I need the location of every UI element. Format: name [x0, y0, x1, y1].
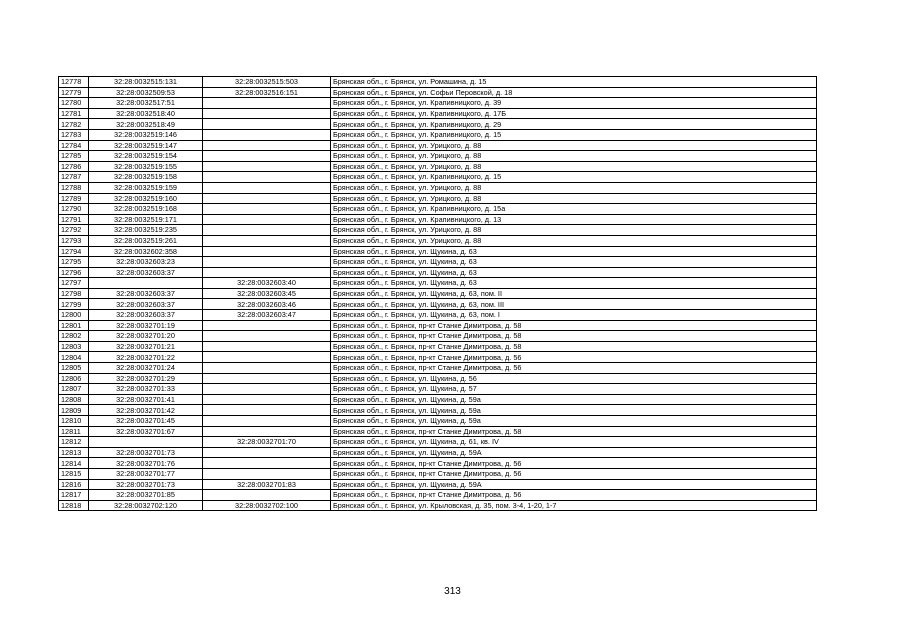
page-number: 313 [444, 586, 461, 597]
table-row [59, 500, 817, 511]
table-row [59, 373, 817, 384]
address-cell: Брянская обл., г. Брянск, ул. Крапивницкого, д. 39 [331, 98, 817, 109]
address-cell: Брянская обл., г. Брянск, ул. Щукина, д. 59а [331, 405, 817, 416]
cadastral-number-cell: 32:28:0032701:85 [89, 490, 203, 501]
table-row [59, 384, 817, 395]
table-row [59, 257, 817, 268]
table-row [59, 447, 817, 458]
related-cadastral-number-cell [203, 490, 331, 501]
related-cadastral-number-cell [203, 246, 331, 257]
cadastral-number-cell: 32:28:0032603:37 [89, 299, 203, 310]
address-cell: Брянская обл., г. Брянск, пр-кт Станке Димитрова, д. 58 [331, 320, 817, 331]
cadastral-number-cell: 32:28:0032519:171 [89, 214, 203, 225]
address-cell: Брянская обл., г. Брянск, ул. Щукина, д. 56 [331, 373, 817, 384]
address-cell: Брянская обл., г. Брянск, ул. Крапивницкого, д. 29 [331, 119, 817, 130]
address-cell: Брянская обл., г. Брянск, ул. Ромашина, д. 15 [331, 77, 817, 88]
cadastral-number-cell: 32:28:0032701:33 [89, 384, 203, 395]
address-cell: Брянская обл., г. Брянск, пр-кт Станке Димитрова, д. 56 [331, 458, 817, 469]
table-row [59, 320, 817, 331]
row-number-cell: 12808 [59, 394, 89, 405]
cadastral-number-cell: 32:28:0032603:37 [89, 310, 203, 321]
row-number-cell: 12792 [59, 225, 89, 236]
cadastral-number-cell: 32:28:0032701:73 [89, 479, 203, 490]
address-cell: Брянская обл., г. Брянск, ул. Урицкого, д. 88 [331, 140, 817, 151]
address-cell: Брянская обл., г. Брянск, ул. Щукина, д. 57 [331, 384, 817, 395]
cadastral-number-cell [89, 278, 203, 289]
cadastral-number-cell: 32:28:0032701:21 [89, 341, 203, 352]
table-row [59, 246, 817, 257]
address-cell: Брянская обл., г. Брянск, ул. Щукина, д. 61, кв. IV [331, 437, 817, 448]
address-cell: Брянская обл., г. Брянск, ул. Крапивницкого, д. 15 [331, 172, 817, 183]
table-row [59, 267, 817, 278]
row-number-cell: 12778 [59, 77, 89, 88]
row-number-cell: 12803 [59, 341, 89, 352]
address-cell: Брянская обл., г. Брянск, ул. Крапивницкого, д. 13 [331, 214, 817, 225]
table-row [59, 288, 817, 299]
cadastral-number-cell: 32:28:0032519:261 [89, 235, 203, 246]
related-cadastral-number-cell [203, 363, 331, 374]
address-cell: Брянская обл., г. Брянск, ул. Крыловская, д. 35, пом. 3-4, 1-20, 1-7 [331, 500, 817, 511]
row-number-cell: 12784 [59, 140, 89, 151]
cadastral-number-cell: 32:28:0032519:147 [89, 140, 203, 151]
row-number-cell: 12813 [59, 447, 89, 458]
cadastral-number-cell: 32:28:0032518:40 [89, 108, 203, 119]
row-number-cell: 12801 [59, 320, 89, 331]
cadastral-number-cell: 32:28:0032519:158 [89, 172, 203, 183]
row-number-cell: 12799 [59, 299, 89, 310]
table-row [59, 310, 817, 321]
related-cadastral-number-cell [203, 235, 331, 246]
cadastral-number-cell: 32:28:0032519:160 [89, 193, 203, 204]
address-cell: Брянская обл., г. Брянск, ул. Урицкого, д. 88 [331, 225, 817, 236]
address-cell: Брянская обл., г. Брянск, ул. Щукина, д. 63, пом. II [331, 288, 817, 299]
related-cadastral-number-cell [203, 267, 331, 278]
table-row [59, 225, 817, 236]
related-cadastral-number-cell [203, 151, 331, 162]
related-cadastral-number-cell: 32:28:0032603:40 [203, 278, 331, 289]
related-cadastral-number-cell [203, 405, 331, 416]
address-cell: Брянская обл., г. Брянск, пр-кт Станке Димитрова, д. 56 [331, 363, 817, 374]
table-row [59, 278, 817, 289]
table-row [59, 151, 817, 162]
address-cell: Брянская обл., г. Брянск, ул. Щукина, д. 63, пом. I [331, 310, 817, 321]
address-cell: Брянская обл., г. Брянск, ул. Урицкого, д. 88 [331, 182, 817, 193]
row-number-cell: 12796 [59, 267, 89, 278]
address-cell: Брянская обл., г. Брянск, пр-кт Станке Димитрова, д. 56 [331, 468, 817, 479]
related-cadastral-number-cell [203, 468, 331, 479]
table-row [59, 161, 817, 172]
cadastral-number-cell: 32:28:0032515:131 [89, 77, 203, 88]
cadastral-number-cell: 32:28:0032519:168 [89, 204, 203, 215]
row-number-cell: 12804 [59, 352, 89, 363]
table-row [59, 426, 817, 437]
cadastral-number-cell: 32:28:0032602:358 [89, 246, 203, 257]
address-cell: Брянская обл., г. Брянск, ул. Щукина, д. 59А [331, 479, 817, 490]
related-cadastral-number-cell [203, 447, 331, 458]
row-number-cell: 12781 [59, 108, 89, 119]
cadastral-number-cell: 32:28:0032701:67 [89, 426, 203, 437]
row-number-cell: 12797 [59, 278, 89, 289]
related-cadastral-number-cell: 32:28:0032603:45 [203, 288, 331, 299]
related-cadastral-number-cell [203, 108, 331, 119]
row-number-cell: 12812 [59, 437, 89, 448]
row-number-cell: 12814 [59, 458, 89, 469]
row-number-cell: 12809 [59, 405, 89, 416]
address-cell: Брянская обл., г. Брянск, пр-кт Станке Димитрова, д. 58 [331, 426, 817, 437]
cadastral-number-cell: 32:28:0032701:42 [89, 405, 203, 416]
row-number-cell: 12806 [59, 373, 89, 384]
row-number-cell: 12798 [59, 288, 89, 299]
cadastral-number-cell: 32:28:0032519:155 [89, 161, 203, 172]
row-number-cell: 12787 [59, 172, 89, 183]
row-number-cell: 12795 [59, 257, 89, 268]
related-cadastral-number-cell [203, 204, 331, 215]
row-number-cell: 12816 [59, 479, 89, 490]
address-cell: Брянская обл., г. Брянск, ул. Щукина, д. 63 [331, 246, 817, 257]
related-cadastral-number-cell [203, 172, 331, 183]
row-number-cell: 12786 [59, 161, 89, 172]
table-row [59, 416, 817, 427]
table-row [59, 468, 817, 479]
table-row [59, 235, 817, 246]
related-cadastral-number-cell [203, 129, 331, 140]
table-row [59, 341, 817, 352]
cadastral-number-cell: 32:28:0032519:154 [89, 151, 203, 162]
cadastral-number-cell: 32:28:0032519:159 [89, 182, 203, 193]
related-cadastral-number-cell: 32:28:0032701:70 [203, 437, 331, 448]
address-cell: Брянская обл., г. Брянск, пр-кт Станке Димитрова, д. 58 [331, 331, 817, 342]
related-cadastral-number-cell: 32:28:0032701:83 [203, 479, 331, 490]
table-row [59, 299, 817, 310]
table-row [59, 140, 817, 151]
related-cadastral-number-cell [203, 225, 331, 236]
cadastral-number-cell: 32:28:0032519:235 [89, 225, 203, 236]
row-number-cell: 12790 [59, 204, 89, 215]
cadastral-number-cell: 32:28:0032701:45 [89, 416, 203, 427]
row-number-cell: 12780 [59, 98, 89, 109]
cadastral-number-cell: 32:28:0032701:76 [89, 458, 203, 469]
table-body [59, 77, 817, 511]
cadastral-number-cell: 32:28:0032701:19 [89, 320, 203, 331]
table-row [59, 204, 817, 215]
row-number-cell: 12785 [59, 151, 89, 162]
cadastral-number-cell: 32:28:0032509:53 [89, 87, 203, 98]
related-cadastral-number-cell [203, 458, 331, 469]
table-row [59, 405, 817, 416]
cadastral-table [58, 76, 817, 511]
row-number-cell: 12817 [59, 490, 89, 501]
table-row [59, 119, 817, 130]
row-number-cell: 12794 [59, 246, 89, 257]
address-cell: Брянская обл., г. Брянск, ул. Урицкого, д. 88 [331, 193, 817, 204]
address-cell: Брянская обл., г. Брянск, ул. Урицкого, д. 88 [331, 151, 817, 162]
table-row [59, 479, 817, 490]
table-row [59, 437, 817, 448]
address-cell: Брянская обл., г. Брянск, ул. Крапивницкого, д. 17Б [331, 108, 817, 119]
address-cell: Брянская обл., г. Брянск, пр-кт Станке Димитрова, д. 56 [331, 490, 817, 501]
cadastral-number-cell: 32:28:0032701:73 [89, 447, 203, 458]
row-number-cell: 12788 [59, 182, 89, 193]
address-cell: Брянская обл., г. Брянск, ул. Щукина, д. 59А [331, 447, 817, 458]
address-cell: Брянская обл., г. Брянск, ул. Крапивницкого, д. 15а [331, 204, 817, 215]
row-number-cell: 12800 [59, 310, 89, 321]
address-cell: Брянская обл., г. Брянск, пр-кт Станке Димитрова, д. 58 [331, 341, 817, 352]
related-cadastral-number-cell [203, 98, 331, 109]
related-cadastral-number-cell: 32:28:0032516:151 [203, 87, 331, 98]
related-cadastral-number-cell [203, 416, 331, 427]
related-cadastral-number-cell [203, 140, 331, 151]
row-number-cell: 12783 [59, 129, 89, 140]
related-cadastral-number-cell [203, 119, 331, 130]
cadastral-number-cell: 32:28:0032519:146 [89, 129, 203, 140]
row-number-cell: 12811 [59, 426, 89, 437]
related-cadastral-number-cell [203, 394, 331, 405]
cadastral-number-cell [89, 437, 203, 448]
row-number-cell: 12791 [59, 214, 89, 225]
row-number-cell: 12779 [59, 87, 89, 98]
related-cadastral-number-cell [203, 373, 331, 384]
related-cadastral-number-cell [203, 352, 331, 363]
address-cell: Брянская обл., г. Брянск, ул. Крапивницкого, д. 15 [331, 129, 817, 140]
row-number-cell: 12793 [59, 235, 89, 246]
table-row [59, 182, 817, 193]
cadastral-number-cell: 32:28:0032701:20 [89, 331, 203, 342]
related-cadastral-number-cell [203, 214, 331, 225]
row-number-cell: 12818 [59, 500, 89, 511]
address-cell: Брянская обл., г. Брянск, ул. Урицкого, д. 88 [331, 235, 817, 246]
cadastral-number-cell: 32:28:0032603:37 [89, 288, 203, 299]
address-cell: Брянская обл., г. Брянск, ул. Софьи Перовской, д. 18 [331, 87, 817, 98]
table-row [59, 363, 817, 374]
table-row [59, 458, 817, 469]
related-cadastral-number-cell [203, 182, 331, 193]
cadastral-number-cell: 32:28:0032603:37 [89, 267, 203, 278]
address-cell: Брянская обл., г. Брянск, ул. Урицкого, д. 88 [331, 161, 817, 172]
cadastral-number-cell: 32:28:0032517:51 [89, 98, 203, 109]
table-row [59, 490, 817, 501]
table-row [59, 172, 817, 183]
related-cadastral-number-cell: 32:28:0032603:46 [203, 299, 331, 310]
table-row [59, 87, 817, 98]
cadastral-number-cell: 32:28:0032701:77 [89, 468, 203, 479]
cadastral-number-cell: 32:28:0032603:23 [89, 257, 203, 268]
table-row [59, 77, 817, 88]
related-cadastral-number-cell [203, 331, 331, 342]
address-cell: Брянская обл., г. Брянск, ул. Щукина, д. 63 [331, 267, 817, 278]
table-row [59, 193, 817, 204]
related-cadastral-number-cell [203, 257, 331, 268]
related-cadastral-number-cell [203, 193, 331, 204]
cadastral-number-cell: 32:28:0032701:41 [89, 394, 203, 405]
row-number-cell: 12789 [59, 193, 89, 204]
cadastral-number-cell: 32:28:0032702:120 [89, 500, 203, 511]
table-row [59, 129, 817, 140]
table-row [59, 331, 817, 342]
related-cadastral-number-cell: 32:28:0032515:503 [203, 77, 331, 88]
table-row [59, 352, 817, 363]
address-cell: Брянская обл., г. Брянск, ул. Щукина, д. 59а [331, 416, 817, 427]
related-cadastral-number-cell: 32:28:0032702:100 [203, 500, 331, 511]
row-number-cell: 12810 [59, 416, 89, 427]
cadastral-number-cell: 32:28:0032701:24 [89, 363, 203, 374]
address-cell: Брянская обл., г. Брянск, ул. Щукина, д. 63 [331, 257, 817, 268]
related-cadastral-number-cell [203, 161, 331, 172]
related-cadastral-number-cell [203, 320, 331, 331]
table-row [59, 214, 817, 225]
row-number-cell: 12802 [59, 331, 89, 342]
table-row [59, 98, 817, 109]
cadastral-number-cell: 32:28:0032518:49 [89, 119, 203, 130]
related-cadastral-number-cell [203, 426, 331, 437]
row-number-cell: 12805 [59, 363, 89, 374]
address-cell: Брянская обл., г. Брянск, ул. Щукина, д. 59а [331, 394, 817, 405]
address-cell: Брянская обл., г. Брянск, ул. Щукина, д. 63 [331, 278, 817, 289]
table-row [59, 394, 817, 405]
related-cadastral-number-cell [203, 341, 331, 352]
address-cell: Брянская обл., г. Брянск, ул. Щукина, д. 63, пом. III [331, 299, 817, 310]
row-number-cell: 12815 [59, 468, 89, 479]
cadastral-number-cell: 32:28:0032701:22 [89, 352, 203, 363]
related-cadastral-number-cell: 32:28:0032603:47 [203, 310, 331, 321]
cadastral-number-cell: 32:28:0032701:29 [89, 373, 203, 384]
row-number-cell: 12807 [59, 384, 89, 395]
address-cell: Брянская обл., г. Брянск, пр-кт Станке Димитрова, д. 56 [331, 352, 817, 363]
row-number-cell: 12782 [59, 119, 89, 130]
table-row [59, 108, 817, 119]
related-cadastral-number-cell [203, 384, 331, 395]
